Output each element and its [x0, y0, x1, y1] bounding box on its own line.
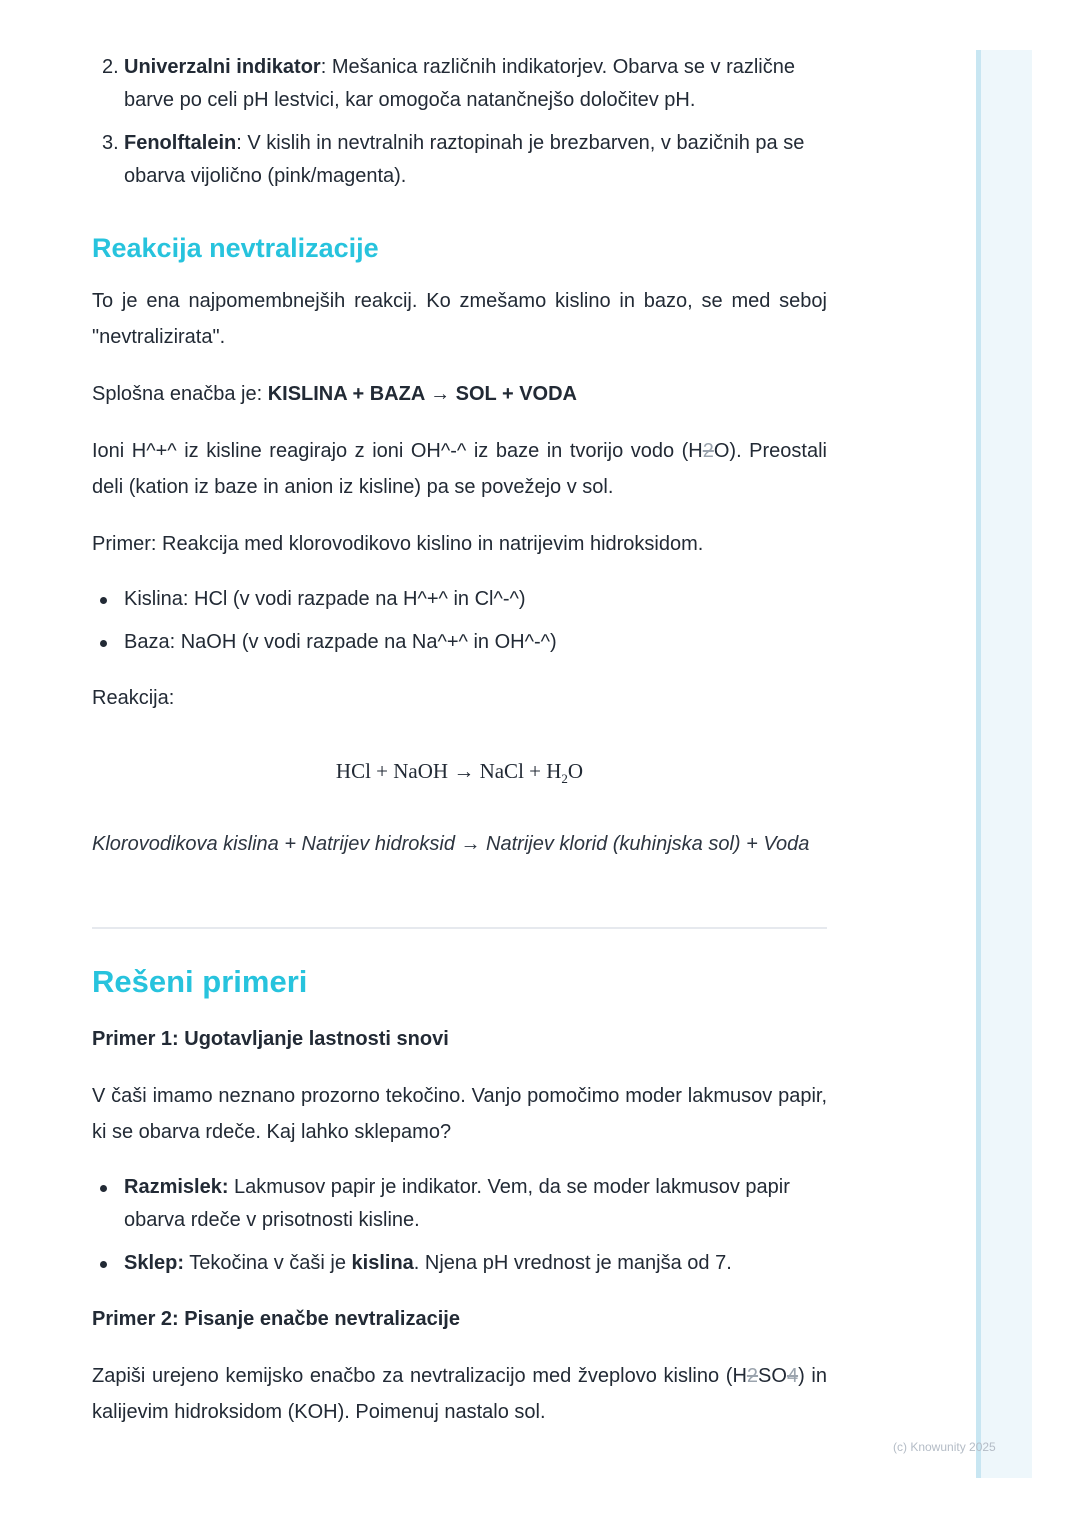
bullet-label: Sklep:	[124, 1252, 185, 1274]
list-item	[92, 583, 827, 616]
struck-subscript: 2	[746, 1365, 759, 1387]
bullet-icon	[100, 640, 107, 647]
list-number: 3.	[102, 132, 119, 154]
paragraph: Primer: Reakcija med klorovodikovo kislino in natrijevim hidroksidom.	[92, 533, 704, 555]
list-item	[92, 1171, 827, 1237]
formula-subscript: 2	[561, 771, 568, 787]
bullet-list	[92, 1171, 827, 1280]
formula-text: HCl + NaOH → NaCl + H	[335, 759, 562, 783]
bullet-list	[92, 583, 827, 659]
term: Fenolftalein	[124, 132, 237, 154]
text-part: O). Preostali deli (kation iz baze in anion iz kisline) pa se povežejo v sol.	[92, 440, 827, 498]
example-title: Primer 2: Pisanje enačbe nevtralizacije	[92, 1308, 460, 1330]
bullet-icon	[100, 1261, 107, 1268]
term: Univerzalni indikator	[124, 56, 321, 78]
bullet-text: Kislina: HCl (v vodi razpade na H^+^ in Cl^-^)	[124, 588, 526, 610]
section-heading: Rešeni primeri	[92, 964, 308, 999]
example-title: Primer 1: Ugotavljanje lastnosti snovi	[92, 1028, 449, 1050]
struck-subscript: 2	[702, 440, 714, 462]
list-item	[92, 51, 827, 117]
bullet-text: Tekočina v čaši je	[184, 1252, 352, 1274]
side-panel	[976, 50, 1032, 1478]
formula-text: O	[567, 759, 584, 783]
bullet-text: Baza: NaOH (v vodi razpade na Na^+^ in OH^-^)	[124, 631, 557, 653]
formula-words: Klorovodikova kislina + Natrijev hidroksid → Natrijev klorid (kuhinjska sol) + Voda	[92, 833, 810, 855]
bullet-icon	[100, 597, 107, 604]
definition: : V kislih in nevtralnih raztopinah je brezbarven, v bazičnih pa se obarva vijolično (pink/magenta).	[124, 132, 805, 187]
paragraph	[92, 1358, 827, 1430]
text-part: SO	[758, 1365, 787, 1387]
equation-bold: KISLINA + BAZA → SOL + VODA	[267, 383, 577, 405]
section-heading: Reakcija nevtralizacije	[92, 233, 379, 263]
paragraph: V čaši imamo neznano prozorno tekočino. Vanjo pomočimo moder lakmusov papir, ki se obarva rdeče. Kaj lahko sklepamo?	[92, 1085, 827, 1143]
list-item	[92, 626, 827, 659]
struck-subscript: 4	[786, 1365, 799, 1387]
bullet-emphasis: kislina	[351, 1252, 414, 1274]
reaction-formula	[92, 756, 827, 794]
equation-prefix: Splošna enačba je:	[92, 383, 268, 405]
list-number: 2.	[102, 56, 119, 78]
paragraph: To je ena najpomembnejših reakcij. Ko zmešamo kislino in bazo, se med seboj "nevtralizirata".	[92, 290, 827, 348]
bullet-icon	[100, 1185, 107, 1192]
bullet-text: Lakmusov papir je indikator. Vem, da se moder lakmusov papir obarva rdeče v prisotnosti kisline.	[124, 1176, 790, 1231]
list-item	[92, 127, 827, 193]
general-equation	[92, 376, 827, 412]
section-divider	[92, 927, 827, 929]
definition: : Mešanica različnih indikatorjev. Obarva se v različne barve po celi pH lestvici, kar omogoča natančnejšo določitev pH.	[124, 56, 795, 111]
list-item	[92, 1247, 827, 1280]
text-part: ) in kalijevim hidroksidom (KOH). Poimenuj nastalo sol.	[92, 1365, 827, 1423]
paragraph	[92, 433, 827, 505]
reaction-label: Reakcija:	[92, 687, 175, 709]
text-part: Zapiši urejeno kemijsko enačbo za nevtralizacijo med žveplovo kislino (H	[92, 1365, 747, 1387]
text-part: Ioni H^+^ iz kisline reagirajo z ioni OH^-^ iz baze in tvorijo vodo (H	[92, 440, 703, 462]
bullet-text: . Njena pH vrednost je manjša od 7.	[413, 1252, 732, 1274]
indicator-list	[92, 51, 827, 193]
copyright-footer: (c) Knowunity 2025	[893, 1440, 996, 1454]
bullet-label: Razmislek:	[124, 1176, 229, 1198]
